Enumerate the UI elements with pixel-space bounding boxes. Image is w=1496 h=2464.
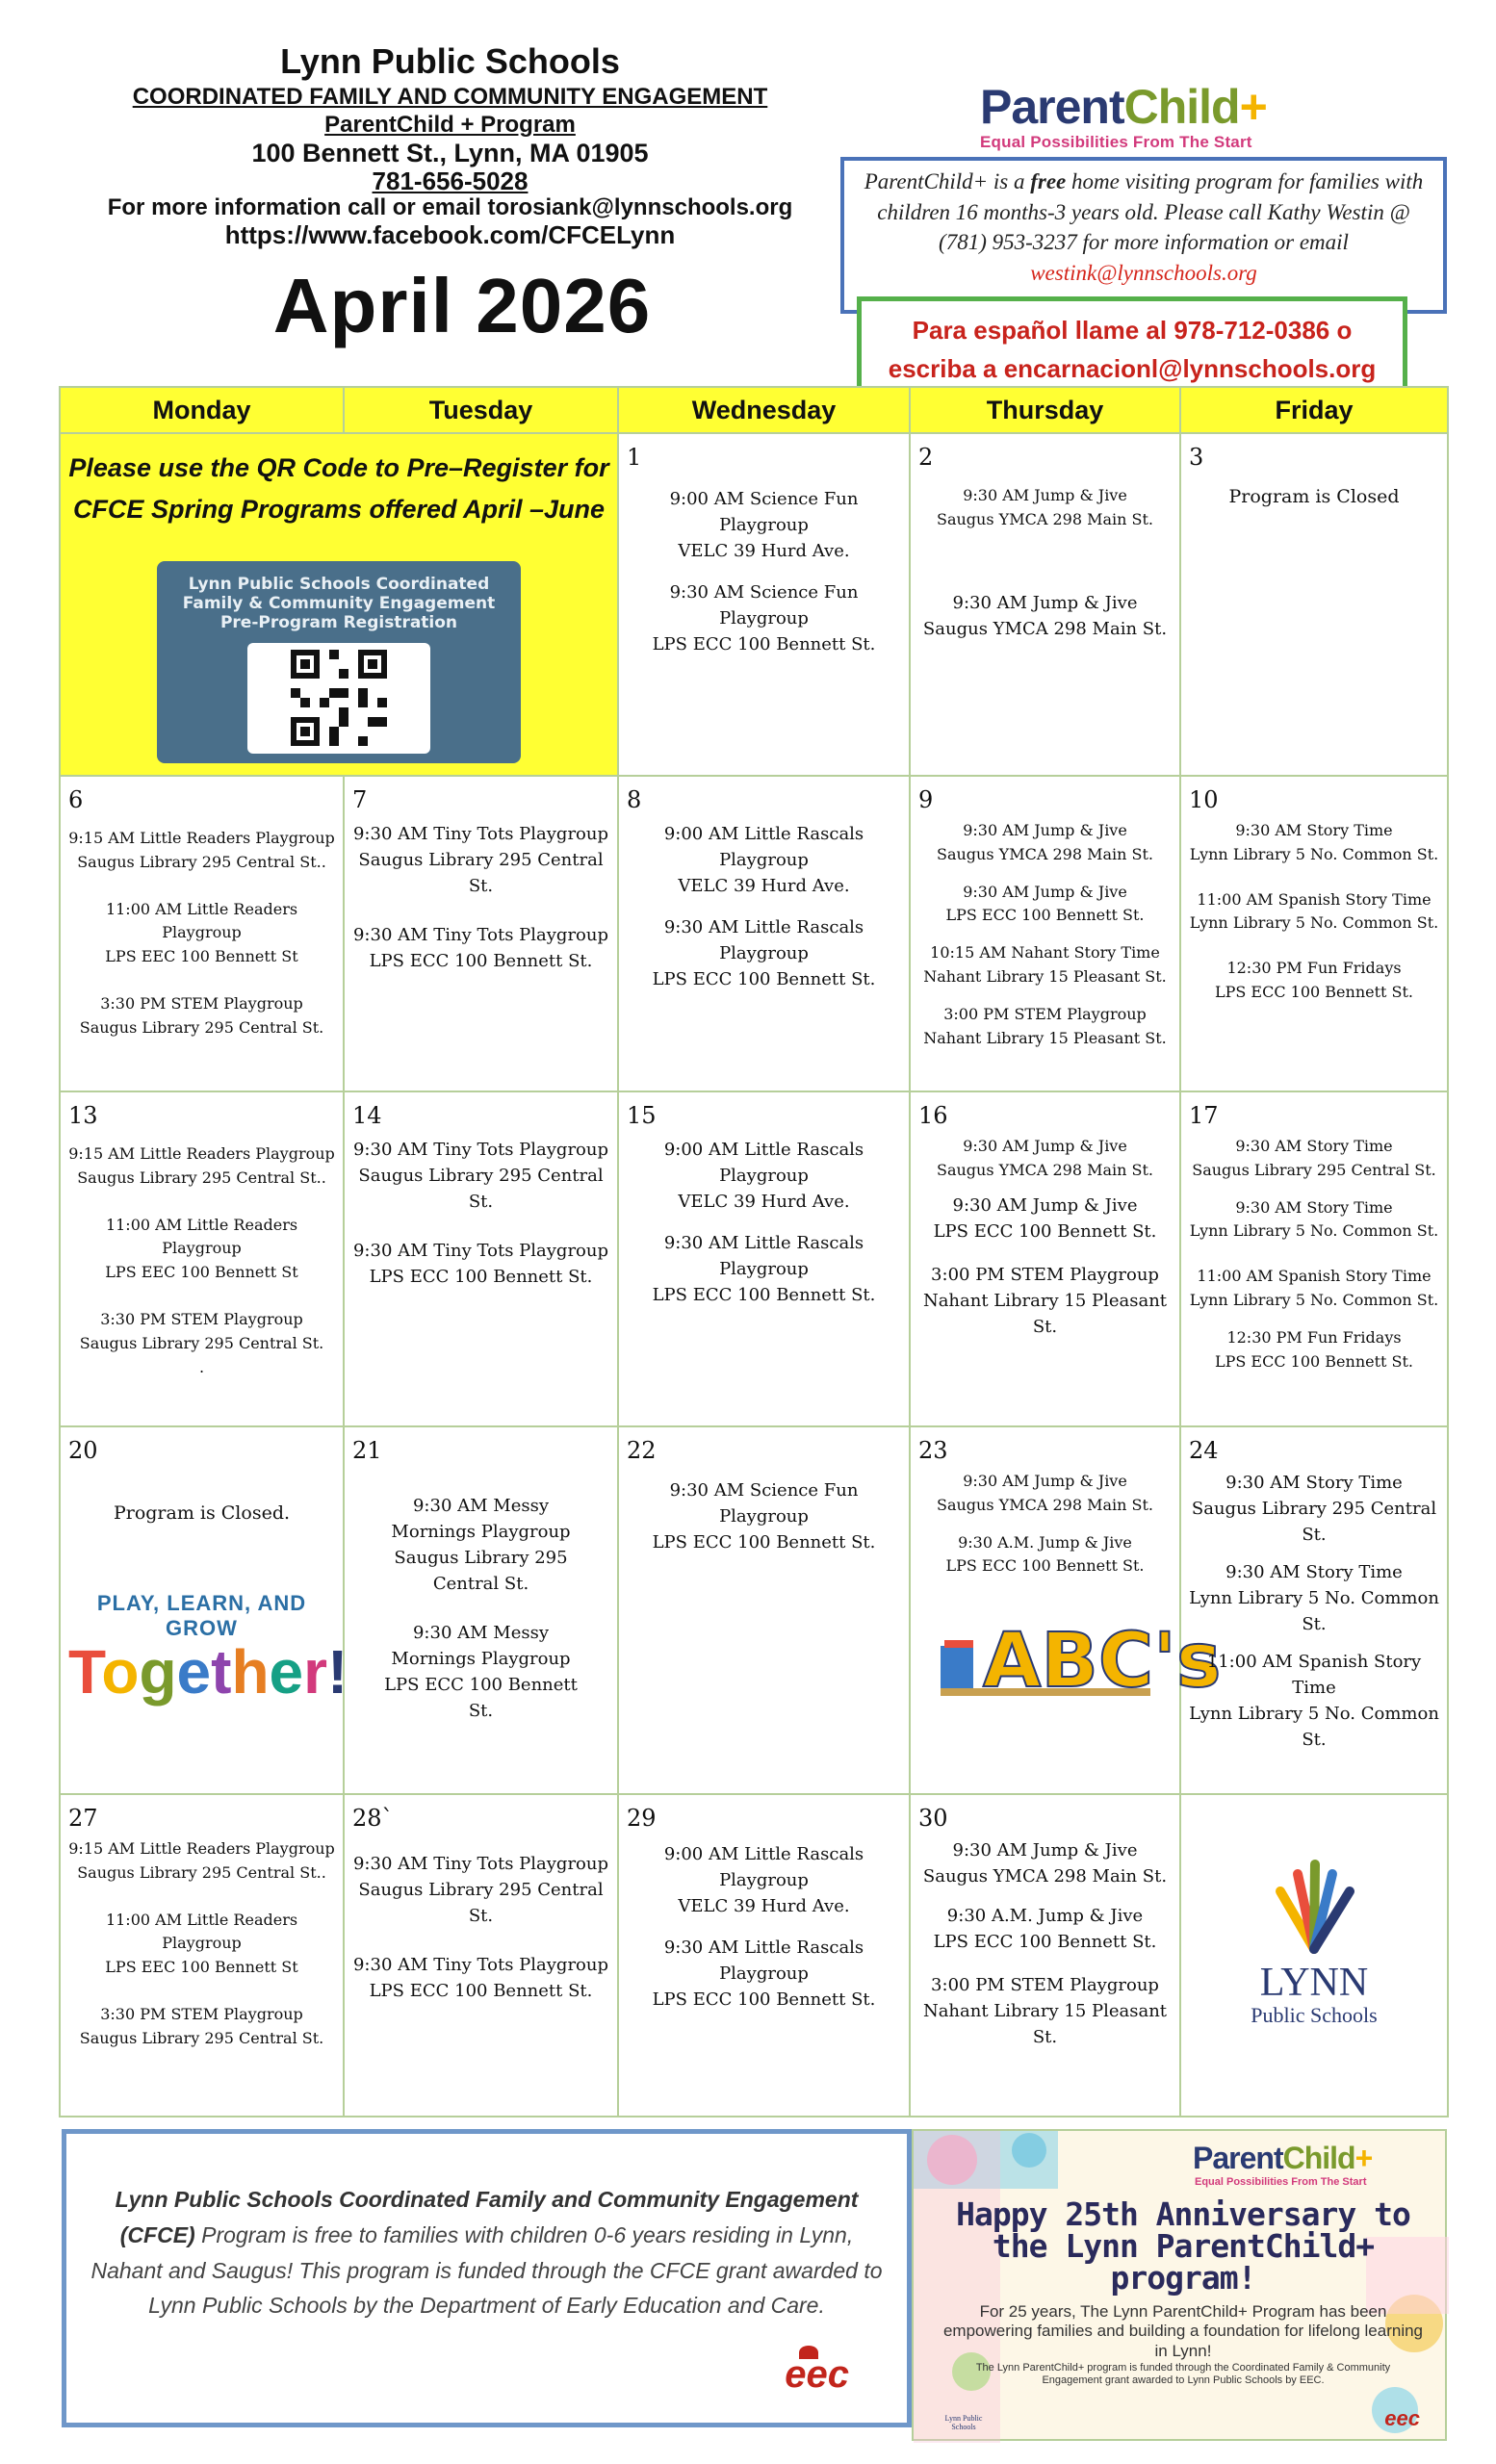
day-cell-20: [60, 1426, 348, 1794]
day-number: 17: [1189, 1102, 1219, 1129]
day-cell-21: [344, 1426, 618, 1794]
event: 3:00 PM STEM Playgroup Nahant Library 15 Pleasant St.: [922, 1264, 1168, 1337]
cfce-info-box: [62, 2129, 912, 2427]
event: 9:00 AM Little Rascals Playgroup VELC 39 Hurd Ave.: [663, 1140, 864, 1212]
day-number: 20: [68, 1437, 98, 1464]
day-cell-10: [1180, 776, 1448, 1091]
event: 9:30 AM Story Time Lynn Library 5 No. Common St.: [1189, 1197, 1439, 1241]
contact-info: For more information call or email torosiank@lynnschools.org: [107, 194, 793, 221]
event: 9:30 AM Jump & Jive Saugus YMCA 298 Main St.: [922, 592, 1168, 639]
event: 9:30 AM Science Fun Playgroup LPS ECC 100 Bennett St.: [652, 1480, 876, 1553]
day-number: 30: [918, 1805, 948, 1832]
anniversary-tagline: Equal Possibilities From The Start: [1195, 2176, 1367, 2188]
department-name: COORDINATED FAMILY AND COMMUNITY ENGAGEMENT: [132, 84, 768, 111]
day-number: 23: [918, 1437, 948, 1464]
week-row: [60, 433, 1448, 776]
event: 11:00 AM Spanish Story Time Lynn Library 5 No. Common St.: [1189, 1652, 1439, 1750]
day-number: 2: [918, 444, 934, 471]
event: 11:00 AM Little Readers Playgroup LPS EEC 100 Bennett St: [105, 1215, 298, 1282]
event: 11:00 AM Spanish Story Time Lynn Library 5 No. Common St.: [1189, 889, 1439, 933]
eec-logo: eec: [785, 2353, 849, 2396]
weekday-thursday: Thursday: [910, 387, 1180, 433]
logo-parent: Parent: [980, 80, 1124, 134]
event: 11:00 AM Little Readers Playgroup LPS EEC 100 Bennett St: [105, 899, 298, 966]
event: 9:15 AM Little Readers Playgroup Saugus Library 295 Central St..: [68, 829, 335, 871]
pc-desc-free: free: [1030, 169, 1067, 193]
anniversary-body: For 25 years, The Lynn ParentChild+ Program has been empowering families and building a foundation for lifelong learning in Lynn!: [942, 2302, 1424, 2360]
address: 100 Bennett St., Lynn, MA 01905: [251, 139, 649, 168]
abc-illustration: [935, 1598, 1221, 1706]
qr-card-line-2: Family & Community Engagement: [182, 594, 496, 614]
lynn-logo: [1189, 1853, 1439, 2028]
event: 9:30 AM Jump & Jive Saugus YMCA 298 Main St.: [936, 821, 1153, 863]
day-number: 10: [1189, 786, 1219, 813]
parentchild-info-box: [840, 157, 1447, 314]
logo-tagline: Equal Possibilities From The Start: [980, 133, 1252, 151]
svg-text:ABC's: ABC's: [982, 1618, 1221, 1706]
pc-desc-1: ParentChild+ is a: [864, 169, 1025, 193]
closed-notice: Program is Closed.: [113, 1502, 291, 1524]
day-cell-8: [618, 776, 910, 1091]
day-number: 27: [68, 1805, 98, 1832]
event: 9:30 AM Story Time Saugus Library 295 Central St.: [1191, 1473, 1437, 1545]
event: 9:00 AM Little Rascals Playgroup VELC 39 Hurd Ave.: [663, 824, 864, 896]
event: 9:30 AM Tiny Tots Playgroup Saugus Library 295 Central St.: [352, 1140, 609, 1212]
event: 9:30 AM Tiny Tots Playgroup Saugus Library 295 Central St.: [352, 1854, 609, 1926]
event: 9:00 AM Science Fun Playgroup VELC 39 Hurd Ave.: [669, 489, 859, 561]
event: 9:30 AM Tiny Tots Playgroup Saugus Library 295 Central St.: [352, 824, 609, 896]
day-number: 3: [1189, 444, 1204, 471]
day-cell-27: [60, 1794, 344, 2117]
event: 9:30 AM Jump & Jive Saugus YMCA 298 Main St.: [922, 1840, 1168, 1886]
abc-graphic: [918, 1598, 1221, 1707]
event: 9:30 AM Jump & Jive Saugus YMCA 298 Main St.: [936, 1472, 1153, 1514]
day-number: 1: [627, 444, 642, 471]
school-name: Lynn Public Schools: [280, 41, 620, 81]
event: 10:15 AM Nahant Story Time Nahant Library 15 Pleasant St.: [923, 943, 1167, 986]
header-block: [58, 42, 842, 249]
phone-link[interactable]: 781-656-5028: [372, 167, 529, 196]
day-number: 15: [627, 1102, 657, 1129]
weekday-tuesday: Tuesday: [344, 387, 618, 433]
event: 9:00 AM Little Rascals Playgroup VELC 39 Hurd Ave.: [663, 1844, 864, 1916]
together-graphic: [68, 1591, 348, 1707]
month-title: April 2026: [272, 263, 652, 348]
day-cell-24: [1180, 1426, 1448, 1794]
event: 9:30 AM Story Time Saugus Library 295 Central St.: [1192, 1137, 1436, 1179]
weekday-header-row: [60, 387, 1448, 433]
day-number: 24: [1189, 1437, 1219, 1464]
day-number: 29: [627, 1805, 657, 1832]
day-cell-9: [910, 776, 1180, 1091]
day-cell-17: [1180, 1091, 1448, 1426]
weekday-friday: Friday: [1180, 387, 1448, 433]
day-cell-7: [344, 776, 618, 1091]
lynn-logo-cell: [1180, 1794, 1448, 2117]
qr-card-line-3: Pre-Program Registration: [219, 613, 458, 633]
closed-notice: Program is Closed: [1228, 486, 1400, 507]
anniversary-logo: ParentChild+: [1193, 2141, 1373, 2175]
event: 11:00 AM Little Readers Playgroup LPS EEC 100 Bennett St: [105, 1910, 298, 1977]
qr-card[interactable]: [157, 561, 521, 763]
anniversary-headline: Happy 25th Anniversary to the Lynn ParentChild+ program!: [956, 2195, 1410, 2297]
day-number: 28`: [352, 1805, 394, 1832]
trailing-mark: .: [198, 1357, 205, 1376]
parentchild-logo: [980, 80, 1365, 152]
event: 9:30 AM Little Rascals Playgroup LPS ECC 100 Bennett St.: [652, 1233, 876, 1305]
day-cell-16: [910, 1091, 1180, 1426]
event: 9:30 AM Jump & Jive LPS ECC 100 Bennett St.: [945, 882, 1145, 925]
event: 9:30 AM Little Rascals Playgroup LPS ECC 100 Bennett St.: [652, 917, 876, 989]
program-name: ParentChild + Program: [324, 112, 576, 139]
event: 9:30 A.M. Jump & Jive LPS ECC 100 Bennett St.: [945, 1532, 1145, 1576]
week-row: [60, 1794, 1448, 2117]
event: 3:00 PM STEM Playgroup Nahant Library 15 Pleasant St.: [922, 1975, 1168, 2047]
day-cell-29: [618, 1794, 910, 2117]
cfce-text: Program is free to families with children 0-6 years residing in Lynn, Nahant and Saugus! This program is funded through the CFCE grant awarded to Lynn Public Schools by the Department of Early Education and Care.: [90, 2221, 883, 2319]
event: 9:30 AM Messy Mornings Playgroup Saugus Library 295 Central St.: [391, 1496, 571, 1594]
lynn-logo-name: LYNN: [1259, 1961, 1369, 2005]
day-cell-22: [618, 1426, 910, 1794]
event: 9:15 AM Little Readers Playgroup Saugus Library 295 Central St..: [68, 1839, 335, 1882]
anniversary-eec-logo: eec: [1384, 2406, 1420, 2430]
qr-card-line-1: Lynn Public Schools Coordinated: [188, 575, 490, 595]
event: 9:30 AM Tiny Tots Playgroup LPS ECC 100 Bennett St.: [352, 1241, 609, 1287]
day-number: 22: [627, 1437, 657, 1464]
cfce-title: Lynn Public Schools Coordinated Family and Community Engagement (CFCE): [115, 2187, 859, 2247]
event: 9:30 A.M. Jump & Jive LPS ECC 100 Bennett St.: [933, 1906, 1157, 1952]
day-cell-14: [344, 1091, 618, 1426]
day-cell-15: [618, 1091, 910, 1426]
lynn-logo-sub: Public Schools: [1251, 2003, 1378, 2027]
day-cell-1: [618, 433, 910, 776]
spanish-line-1: Para español llame al 978-712-0386 o: [912, 316, 1353, 345]
event: 9:30 AM Little Rascals Playgroup LPS ECC 100 Bennett St.: [652, 1938, 876, 2010]
together-word: Together!: [68, 1637, 348, 1707]
event: 3:30 PM STEM Playgroup Saugus Library 295 Central St.: [79, 2004, 324, 2047]
qr-instructions: Please use the QR Code to Pre–Register for CFCE Spring Programs offered April –June: [68, 453, 609, 525]
event: 9:30 AM Tiny Tots Playgroup LPS ECC 100 Bennett St.: [352, 925, 609, 971]
day-cell-3: [1180, 433, 1448, 776]
week-row: [60, 1091, 1448, 1426]
day-number: 9: [918, 786, 934, 813]
event: 9:30 AM Story Time Lynn Library 5 No. Common St.: [1189, 1562, 1439, 1634]
weekday-monday: Monday: [60, 387, 344, 433]
day-number: 13: [68, 1102, 98, 1129]
spanish-info-box: [857, 296, 1407, 398]
day-number: 7: [352, 786, 368, 813]
event: 9:30 AM Jump & Jive Saugus YMCA 298 Main St.: [936, 1137, 1153, 1179]
event: 3:00 PM STEM Playgroup Nahant Library 15 Pleasant St.: [923, 1004, 1167, 1047]
week-row: [60, 1426, 1448, 1794]
event: 9:30 AM Story Time Lynn Library 5 No. Common St.: [1189, 821, 1439, 863]
anniversary-flyer: [912, 2129, 1447, 2441]
facebook-link[interactable]: https://www.facebook.com/CFCELynn: [224, 220, 676, 250]
day-number: 16: [918, 1102, 948, 1129]
pc-desc-2: home visiting program for families with children 16 months-3 years old. Please call Kathy Westin @ (781) 953-3237 for more information or email: [877, 169, 1424, 255]
event: 11:00 AM Spanish Story Time Lynn Library 5 No. Common St.: [1189, 1267, 1439, 1309]
event: 9:30 AM Messy Mornings Playgroup LPS ECC 100 Bennett St.: [384, 1623, 578, 1721]
weekday-wednesday: Wednesday: [618, 387, 910, 433]
anniversary-fine-print: The Lynn ParentChild+ program is funded through the Coordinated Family & Community Engagement grant awarded to Lynn Public Schools by EEC.: [975, 2362, 1391, 2387]
event: 9:30 AM Jump & Jive Saugus YMCA 298 Main St.: [936, 486, 1153, 528]
qr-code-icon[interactable]: [247, 643, 430, 754]
logo-plus: +: [1239, 80, 1267, 134]
event: 9:30 AM Jump & Jive LPS ECC 100 Bennett St.: [933, 1194, 1157, 1242]
week-row: [60, 776, 1448, 1091]
day-number: 6: [68, 786, 84, 813]
day-cell-30: [910, 1794, 1180, 2117]
event: 9:30 AM Tiny Tots Playgroup LPS ECC 100 Bennett St.: [352, 1955, 609, 2001]
day-number: 8: [627, 786, 642, 813]
day-number: 21: [352, 1437, 382, 1464]
hands-icon: [1261, 1853, 1367, 1959]
together-subtitle: PLAY, LEARN, AND GROW: [96, 1591, 307, 1640]
day-cell-13: [60, 1091, 344, 1426]
day-cell-2: [910, 433, 1180, 776]
event: 12:30 PM Fun Fridays LPS ECC 100 Bennett St.: [1214, 1327, 1414, 1371]
pc-email-link[interactable]: westink@lynnschools.org: [1030, 261, 1257, 286]
event: 9:15 AM Little Readers Playgroup Saugus Library 295 Central St..: [68, 1144, 335, 1187]
spanish-line-2: escriba a encarnacionl@lynnschools.org: [888, 354, 1377, 384]
event: 3:30 PM STEM Playgroup Saugus Library 295 Central St.: [79, 1309, 324, 1352]
event: 12:30 PM Fun Fridays LPS ECC 100 Bennett St.: [1214, 959, 1414, 1001]
event: 3:30 PM STEM Playgroup Saugus Library 295 Central St.: [79, 993, 324, 1037]
anniversary-lps-logo: Lynn Public Schools: [944, 2414, 983, 2431]
calendar-grid: [59, 386, 1449, 2118]
qr-cell: [60, 433, 618, 776]
day-number: 14: [352, 1102, 382, 1129]
logo-child: Child: [1123, 80, 1240, 134]
event: 9:30 AM Science Fun Playgroup LPS ECC 100 Bennett St.: [652, 582, 876, 654]
day-cell-6: [60, 776, 344, 1091]
day-cell-28: [344, 1794, 618, 2117]
